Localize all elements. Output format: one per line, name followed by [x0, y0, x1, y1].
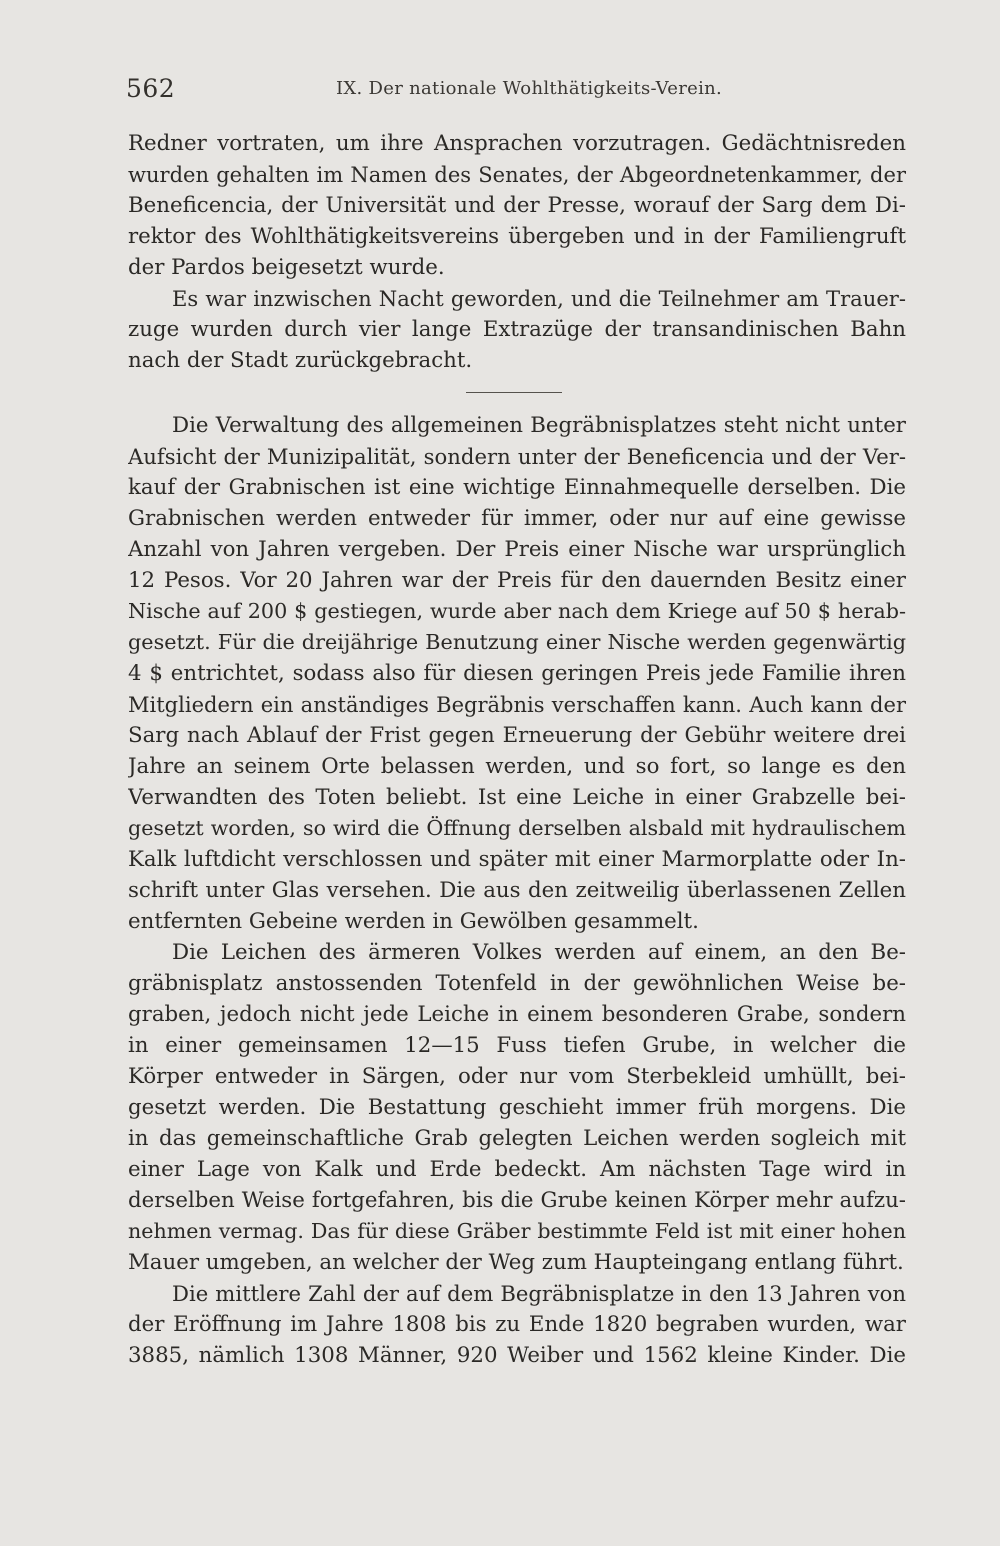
text-section-1 — [128, 128, 906, 376]
text-line: zuge wurden durch vier lange Extrazüge der transandinischen Bahn — [128, 317, 906, 342]
text-line: gräbnisplatz anstossenden Totenfeld in der gewöhnlichen Weise be- — [128, 971, 906, 996]
text-line: gesetzt worden, so wird die Öffnung derselben alsbald mit hydraulischem — [128, 816, 906, 840]
text-line: Kalk luftdicht verschlossen und später mit einer Marmorplatte oder In- — [128, 847, 906, 872]
text-line: Grabnischen werden entweder für immer, oder nur auf eine gewisse — [128, 506, 906, 531]
text-line: Nische auf 200 $ gestiegen, wurde aber nach dem Kriege auf 50 $ herab- — [128, 599, 906, 623]
text-line: Mitgliedern ein anständiges Begräbnis verschaffen kann. Auch kann der — [128, 692, 906, 717]
text-line: kauf der Grabnischen ist eine wichtige Einnahmequelle derselben. Die — [128, 475, 906, 500]
section-divider — [466, 392, 562, 393]
text-line: Sarg nach Ablauf der Frist gegen Erneuerung der Gebühr weitere drei — [128, 723, 906, 748]
text-line: Die Leichen des ärmeren Volkes werden auf einem, an den Be- — [172, 940, 906, 965]
text-line: Verwandten des Toten beliebt. Ist eine Leiche in einer Grabzelle bei- — [128, 785, 906, 810]
text-line: einer Lage von Kalk und Erde bedeckt. Am nächsten Tage wird in — [128, 1157, 906, 1182]
text-line: nehmen vermag. Das für diese Gräber bestimmte Feld ist mit einer hohen — [128, 1219, 906, 1243]
text-line: nach der Stadt zurückgebracht. — [128, 348, 473, 373]
text-line: Jahre an seinem Orte belassen werden, und so fort, so lange es den — [128, 754, 906, 779]
text-line: Beneficencia, der Universität und der Presse, worauf der Sarg dem Di- — [128, 193, 906, 218]
running-title: IX. Der nationale Wohlthätigkeits-Verein. — [335, 78, 723, 99]
text-line: 4 $ entrichtet, sodass also für diesen geringen Preis jede Familie ihren — [128, 661, 906, 686]
page-number: 562 — [126, 74, 176, 103]
text-section-2 — [128, 410, 906, 1371]
text-line: Anzahl von Jahren vergeben. Der Preis einer Nische war ursprünglich — [128, 537, 906, 562]
text-line: wurden gehalten im Namen des Senates, der Abgeordnetenkammer, der — [128, 162, 906, 187]
text-line: Die mittlere Zahl der auf dem Begräbnisplatze in den 13 Jahren von — [172, 1281, 906, 1306]
text-line: Es war inzwischen Nacht geworden, und die Teilnehmer am Trauer- — [172, 286, 906, 311]
text-line: Redner vortraten, um ihre Ansprachen vorzutragen. Gedächtnisreden — [128, 131, 906, 156]
text-line: der Pardos beigesetzt wurde. — [128, 255, 445, 280]
text-line: graben, jedoch nicht jede Leiche in einem besonderen Grabe, sondern — [128, 1002, 906, 1027]
text-line: 12 Pesos. Vor 20 Jahren war der Preis für den dauernden Besitz einer — [128, 568, 906, 593]
text-line: Körper entweder in Särgen, oder nur vom Sterbekleid umhüllt, bei- — [128, 1064, 906, 1089]
text-line: derselben Weise fortgefahren, bis die Grube keinen Körper mehr aufzu- — [128, 1188, 906, 1213]
text-line: gesetzt. Für die dreijährige Benutzung einer Nische werden gegenwärtig — [128, 630, 906, 654]
text-line: Die Verwaltung des allgemeinen Begräbnisplatzes steht nicht unter — [172, 413, 906, 438]
text-line: der Eröffnung im Jahre 1808 bis zu Ende 1820 begraben wurden, war — [128, 1312, 906, 1337]
text-line: 3885, nämlich 1308 Männer, 920 Weiber und 1562 kleine Kinder. Die — [128, 1343, 906, 1368]
text-line: Aufsicht der Munizipalität, sondern unter der Beneficencia und der Ver- — [128, 444, 906, 469]
text-line: in das gemeinschaftliche Grab gelegten Leichen werden sogleich mit — [128, 1126, 906, 1151]
text-line: in einer gemeinsamen 12—15 Fuss tiefen Grube, in welcher die — [128, 1033, 906, 1058]
text-line: entfernten Gebeine werden in Gewölben gesammelt. — [128, 909, 699, 934]
text-line: Mauer umgeben, an welcher der Weg zum Haupteingang entlang führt. — [128, 1250, 904, 1275]
text-line: gesetzt werden. Die Bestattung geschieht immer früh morgens. Die — [128, 1095, 906, 1120]
text-line: rektor des Wohlthätigkeitsvereins übergeben und in der Familiengruft — [128, 224, 906, 249]
text-line: schrift unter Glas versehen. Die aus den zeitweilig überlassenen Zellen — [128, 878, 906, 903]
